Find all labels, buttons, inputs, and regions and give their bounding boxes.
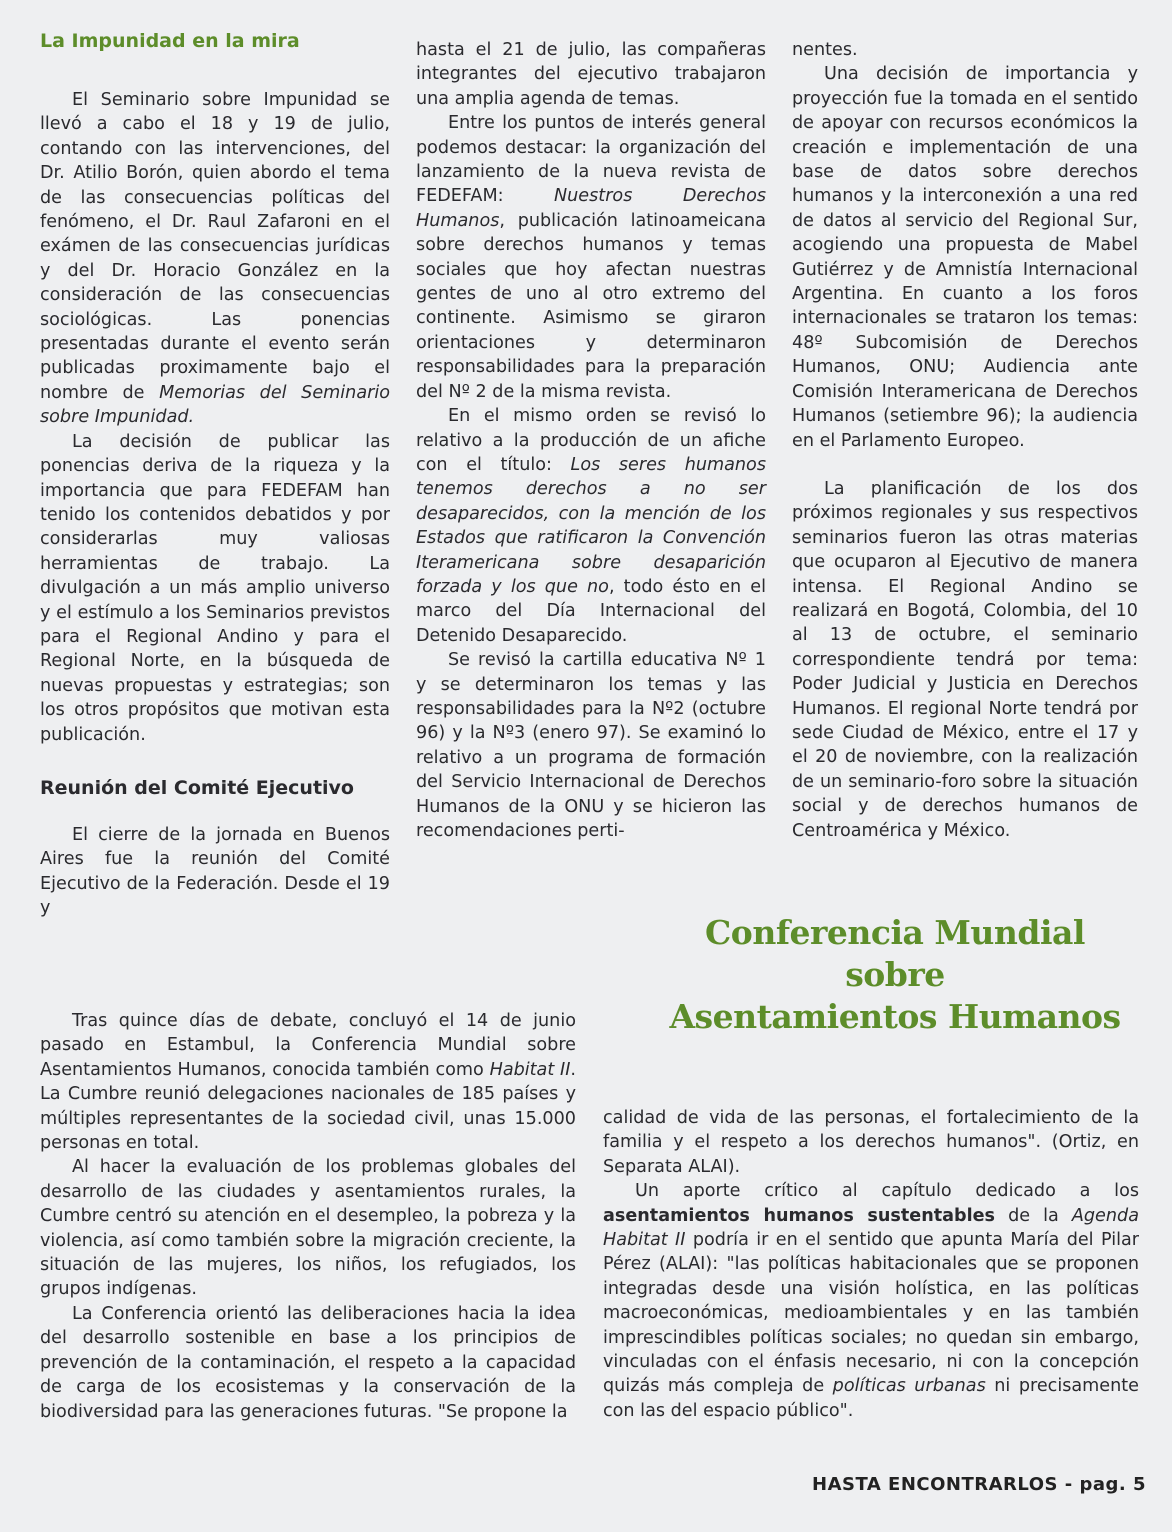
text: Entre los puntos de interés general podemos destacar: la organización del lanzamiento de la nueva revista de FEDEFAM: bbox=[416, 113, 766, 207]
article-column-1 bbox=[40, 28, 390, 921]
title-line: sobre bbox=[845, 955, 945, 994]
text: Tras quince días de debate, concluyó el 14 de junio pasado en Estambul, la Conferencia Mundial sobre Asentamientos Humanos, conocida también como bbox=[40, 1011, 576, 1080]
paragraph: calidad de vida de las personas, el fortalecimiento de la familia y el respeto a los derechos humanos". (Ortiz, en Separata ALAI). bbox=[603, 1108, 1139, 1177]
subsection-title: Reunión del Comité Ejecutivo bbox=[40, 776, 354, 799]
text: , publicación latinoameicana sobre derechos humanos y temas sociales que hoy afectan nuestras gentes de uno al otro extremo del continente. Asimismo se giraron orientaciones y determinaron responsabilidades para la preparación del Nº 2 de la misma revista. bbox=[416, 210, 766, 402]
text: , todo ésto en el marco del Día Internacional del Detenido Desaparecido. bbox=[416, 576, 766, 646]
title-line: Asentamientos Humanos bbox=[669, 997, 1121, 1036]
article-column-2 bbox=[416, 38, 766, 843]
conference-column-right bbox=[603, 1106, 1139, 1423]
text: . La Cumbre reunió delegaciones nacionales de 185 países y múltiples representantes de la sociedad civil, unas 15.000 personas en total. bbox=[40, 1059, 576, 1154]
conference-column-left bbox=[40, 1009, 576, 1424]
paragraph: Una decisión de importancia y proyección fue la tomada en el sentido de apoyar con recursos económicos la creación e implementación de una base de datos sobre derechos humanos y la interconexión a una red de datos al servicio del Regional Sur, acogiendo una propuesta de Mabel Gutiérrez y de Amnistía Internacional Argentina. En cuanto a los foros internacionales se trataron los temas: 48º Subcomisión de Derechos Humanos, ONU; Audiencia ante Comisión Interamericana de Derechos Humanos (setiembre 96); la audiencia en el Parlamento Europeo. bbox=[792, 64, 1138, 451]
page-footer: HASTA ENCONTRARLOS - pag. 5 bbox=[812, 1474, 1147, 1495]
text: Un aporte crítico al capítulo dedicado a los bbox=[635, 1181, 1139, 1202]
paragraph: nentes. bbox=[792, 40, 858, 60]
paragraph: La Conferencia orientó las deliberaciones hacia la idea del desarrollo sostenible en base a los principios de prevención de la contaminación, el respeto a la capacidad de carga de los ecosistemas y la conservación de la biodiversidad para las generaciones futuras. "Se propone la bbox=[40, 1303, 576, 1422]
italic-text: Los seres humanos tenemos derechos a no ser desaparecidos, con la mención de los Estados que ratificaron la Convención Iteramericana sobre desaparición forzada y los que no bbox=[416, 454, 766, 597]
italic-text: Memorias del Seminario sobre Impunidad. bbox=[40, 382, 390, 428]
paragraph: Se revisó la cartilla educativa Nº 1 y se determinaron los temas y las responsabilidades para la Nº2 (octubre 96) y la Nº3 (enero 97). Se examinó lo relativo a un programa de formación del Servicio Internacional de Derechos Humanos de la ONU y se hicieron las recomendaciones perti- bbox=[416, 650, 766, 841]
paragraph: hasta el 21 de julio, las compañeras integrantes del ejecutivo trabajaron una amplia agenda de temas. bbox=[416, 40, 766, 109]
title-line: Conferencia Mundial bbox=[705, 913, 1085, 952]
paragraph: Al hacer la evaluación de los problemas globales del desarrollo de las ciudades y asentamientos rurales, la Cumbre centró su atención en el desempleo, la pobreza y la violencia, así como también sobre la migración creciente, la situación de las mujeres, los niños, los refugiados, los grupos indígenas. bbox=[40, 1157, 576, 1300]
text: podría ir en el sentido que apunta María del Pilar Pérez (ALAI): "las políticas habitacionales que se proponen integradas desde una visión holística, en las políticas macroeconómicas, medioambientales y en las también imprescindibles políticas sociales; no quedan sin embargo, vinculadas con el énfasis necesario, ni con la concepción quizás más compleja de bbox=[603, 1230, 1139, 1397]
paragraph: La decisión de publicar las ponencias deriva de la riqueza y la importancia que para FEDEFAM han tenido los contenidos debatidos y por considerarlas muy valiosas herramientas de trabajo. La divulgación a un más amplio universo y el estímulo a los Seminarios previstos para el Regional Andino y para el Regional Norte, en la búsqueda de nuevas propuestas y estrategias; son los otros propósitos que motivan esta publicación. bbox=[40, 431, 390, 745]
italic-text: Habitat II bbox=[489, 1059, 571, 1080]
paragraph: El cierre de la jornada en Buenos Aires fue la reunión del Comité Ejecutivo de la Federación. Desde el 19 y bbox=[40, 824, 390, 919]
italic-text: Nuestros Derechos Humanos bbox=[416, 186, 766, 231]
italic-text: Agenda Habitat II bbox=[603, 1205, 1139, 1251]
article-title bbox=[660, 912, 1130, 1038]
paragraph bbox=[603, 1179, 1139, 1423]
paragraph bbox=[40, 88, 390, 430]
paragraph: La planificación de los dos próximos regionales y sus respectivos seminarios fueron las otras materias que ocuparon al Ejecutivo de manera intensa. El Regional Andino se realizará en Bogotá, Colombia, del 10 al 13 de octubre, el seminario correspondiente tendrá por tema: Poder Judicial y Justicia en Derechos Humanos. El regional Norte tendrá por sede Ciudad de México, entre el 17 y el 20 de noviembre, con la realización de un seminario-foro sobre la situación social y de derechos humanos de Centroamérica y México. bbox=[792, 478, 1138, 841]
text: de la bbox=[995, 1205, 1072, 1226]
bold-text: asentamientos humanos sustentables bbox=[603, 1205, 996, 1226]
text: El Seminario sobre Impunidad se llevó a cabo el 18 y 19 de julio, contando con las intervenciones, del Dr. Atilio Borón, quien abordo el tema de las consecuencias políticas del fenómeno, el Dr. Raul Zafaroni en el exámen de las consecuencias jurídicas y del Dr. Horacio González en la consideración de las consecuencias sociológicas. Las ponencias presentadas durante el evento serán publicadas proximamente bajo el nombre de bbox=[40, 90, 390, 403]
italic-text: políticas urbanas bbox=[832, 1376, 986, 1397]
paragraph bbox=[40, 1009, 576, 1155]
text: ni precisamente con las del espacio público". bbox=[603, 1376, 1140, 1421]
paragraph bbox=[416, 404, 766, 648]
section-title: La Impunidad en la mira bbox=[40, 30, 300, 52]
paragraph bbox=[416, 111, 766, 404]
article-column-3 bbox=[792, 38, 1138, 843]
text: En el mismo orden se revisó lo relativo a la producción de un afiche con el título: bbox=[416, 406, 766, 475]
